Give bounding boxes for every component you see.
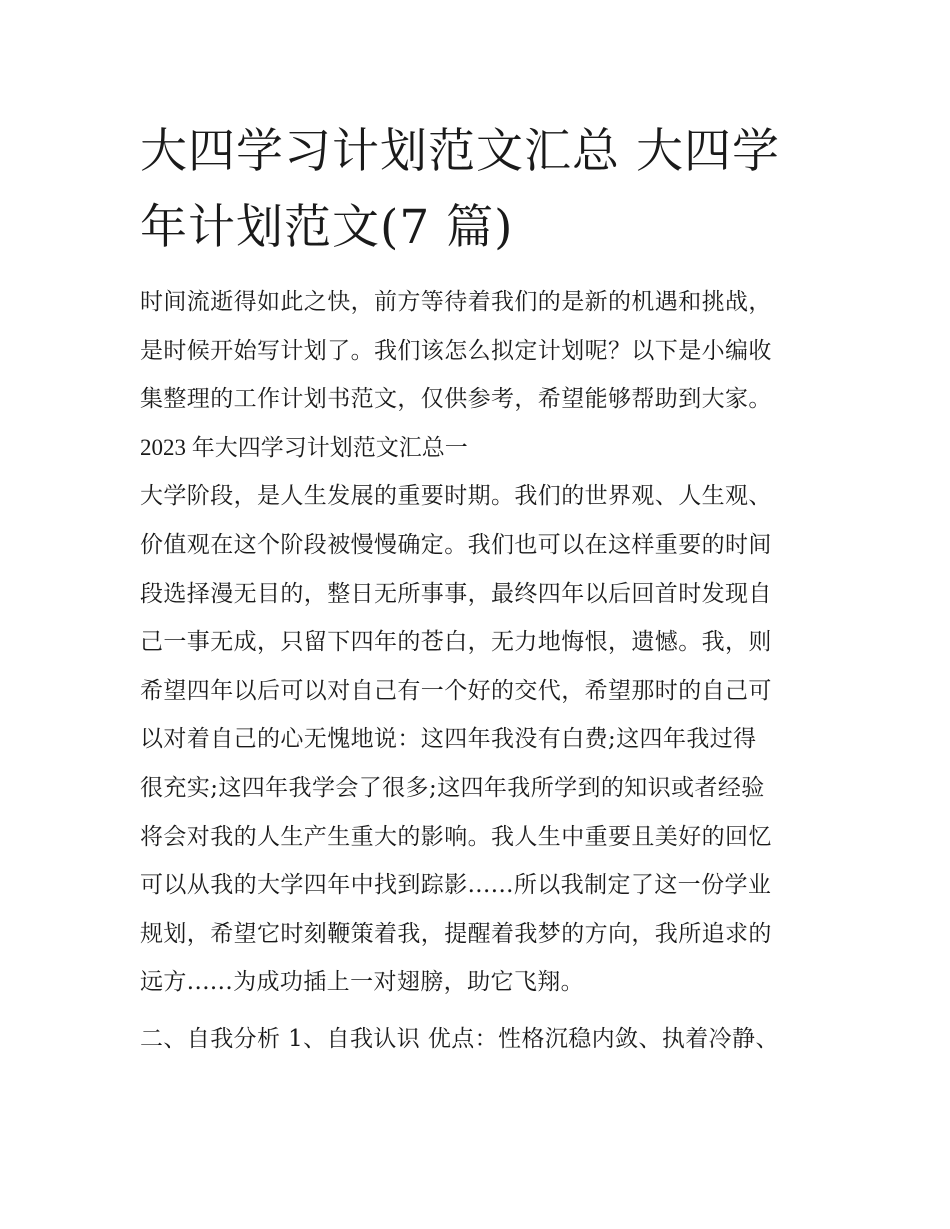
intro-paragraph [140,278,820,424]
paragraph-line: 可以从我的大学四年中找到踪影......所以我制定了这一份学业 [140,872,772,899]
document-body [140,278,820,1064]
paragraph-line: 己一事无成，只留下四年的苍白，无力地悔恨，遗憾。我，则 [140,629,772,656]
paragraph-line: 大学阶段，是人生发展的重要时期。我们的世界观、人生观、 [140,483,772,510]
paragraph-line: 以对着自己的心无愧地说：这四年我没有白费;这四年我过得 [140,726,757,753]
main-paragraph [140,472,820,1007]
self-analysis-line: 二、自我分析 1、自我认识 优点：性格沉稳内敛、执着冷静、 [140,1025,779,1052]
paragraph-line: 很充实;这四年我学会了很多;这四年我所学到的知识或者经验 [140,774,765,801]
paragraph-line: 希望四年以后可以对自己有一个好的交代，希望那时的自己可 [140,677,772,704]
document-title [140,114,820,266]
paragraph-line: 将会对我的人生产生重大的影响。我人生中重要且美好的回忆 [140,823,772,850]
paragraph-line: 远方......为成功插上一对翅膀，助它飞翔。 [140,969,585,996]
intro-line: 集整理的工作计划书范文，仅供参考，希望能够帮助到大家。 [140,386,772,413]
section-heading: 2023 年大四学习计划范文汇总一 [140,434,468,460]
title-line-1: 大四学习计划范文汇总 大四学 [140,124,780,179]
title-line-2: 年计划范文(7 篇) [140,200,514,255]
paragraph-line: 段选择漫无目的，整日无所事事，最终四年以后回首时发现自 [140,580,772,607]
paragraph-line: 规划，希望它时刻鞭策着我，提醒着我梦的方向，我所追求的 [140,920,772,947]
intro-line: 是时候开始写计划了。我们该怎么拟定计划呢？以下是小编收 [140,337,772,364]
paragraph-gap [140,1007,820,1015]
paragraph-line: 价值观在这个阶段被慢慢确定。我们也可以在这样重要的时间 [140,531,772,558]
intro-line: 时间流逝得如此之快，前方等待着我们的是新的机遇和挑战， [140,289,772,315]
